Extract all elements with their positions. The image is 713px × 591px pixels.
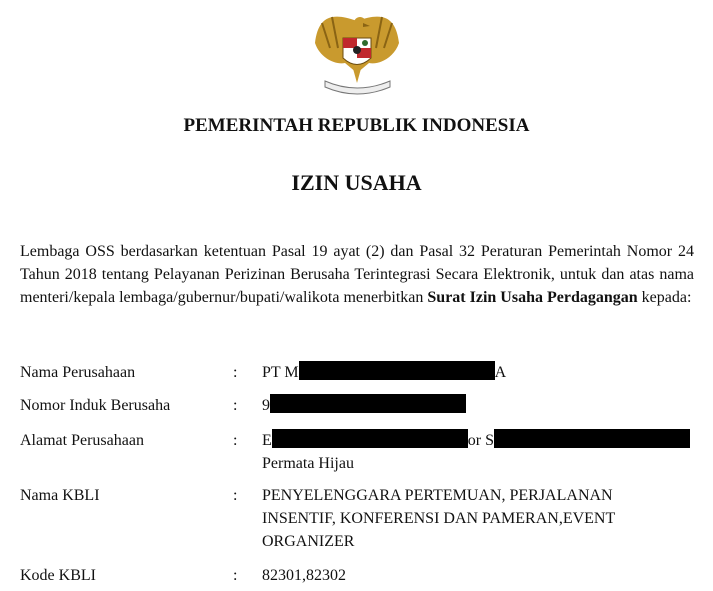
field-label: Nomor Induk Berusaha xyxy=(20,397,171,414)
field-label: Alamat Perusahaan xyxy=(20,432,144,449)
separator: : xyxy=(233,432,238,449)
field-value: E or S Permata Hijau xyxy=(262,429,702,475)
separator: : xyxy=(233,397,238,414)
government-heading: PEMERINTAH REPUBLIK INDONESIA xyxy=(183,115,530,136)
redaction-bar xyxy=(272,429,468,448)
field-value: PT M A xyxy=(262,361,682,384)
redaction-bar xyxy=(270,394,466,413)
field-value: PENYELENGGARA PERTEMUAN, PERJALANAN INSENTIF, KONFERENSI DAN PAMERAN,EVENT ORGANIZER xyxy=(262,487,615,550)
field-value: 82301,82302 xyxy=(262,567,346,584)
redaction-bar xyxy=(299,361,495,380)
separator: : xyxy=(233,364,238,381)
intro-tail: kepada: xyxy=(637,289,692,306)
document-title: IZIN USAHA xyxy=(291,170,422,195)
intro-paragraph xyxy=(20,240,694,309)
intro-text: Lembaga OSS berdasarkan ketentuan Pasal 19 ayat (2) dan Pasal 32 Peraturan Pemerintah Nomor 24 Tahun 2018 tentang Pelayanan Perizinan Berusaha Terintegrasi Secara Elektronik, untuk dan atas nama menteri/kepala lembaga/gubernur/bupati/walikota menerbitkan xyxy=(20,243,694,306)
field-value: 9 xyxy=(262,394,682,417)
intro-bold: Surat Izin Usaha Perdagangan xyxy=(427,289,638,306)
field-label: Kode KBLI xyxy=(20,567,96,584)
field-label: Nama KBLI xyxy=(20,487,100,504)
separator: : xyxy=(233,487,238,504)
redaction-bar xyxy=(494,429,690,448)
field-label: Nama Perusahaan xyxy=(20,364,136,381)
separator: : xyxy=(233,567,238,584)
garuda-emblem xyxy=(310,3,405,103)
